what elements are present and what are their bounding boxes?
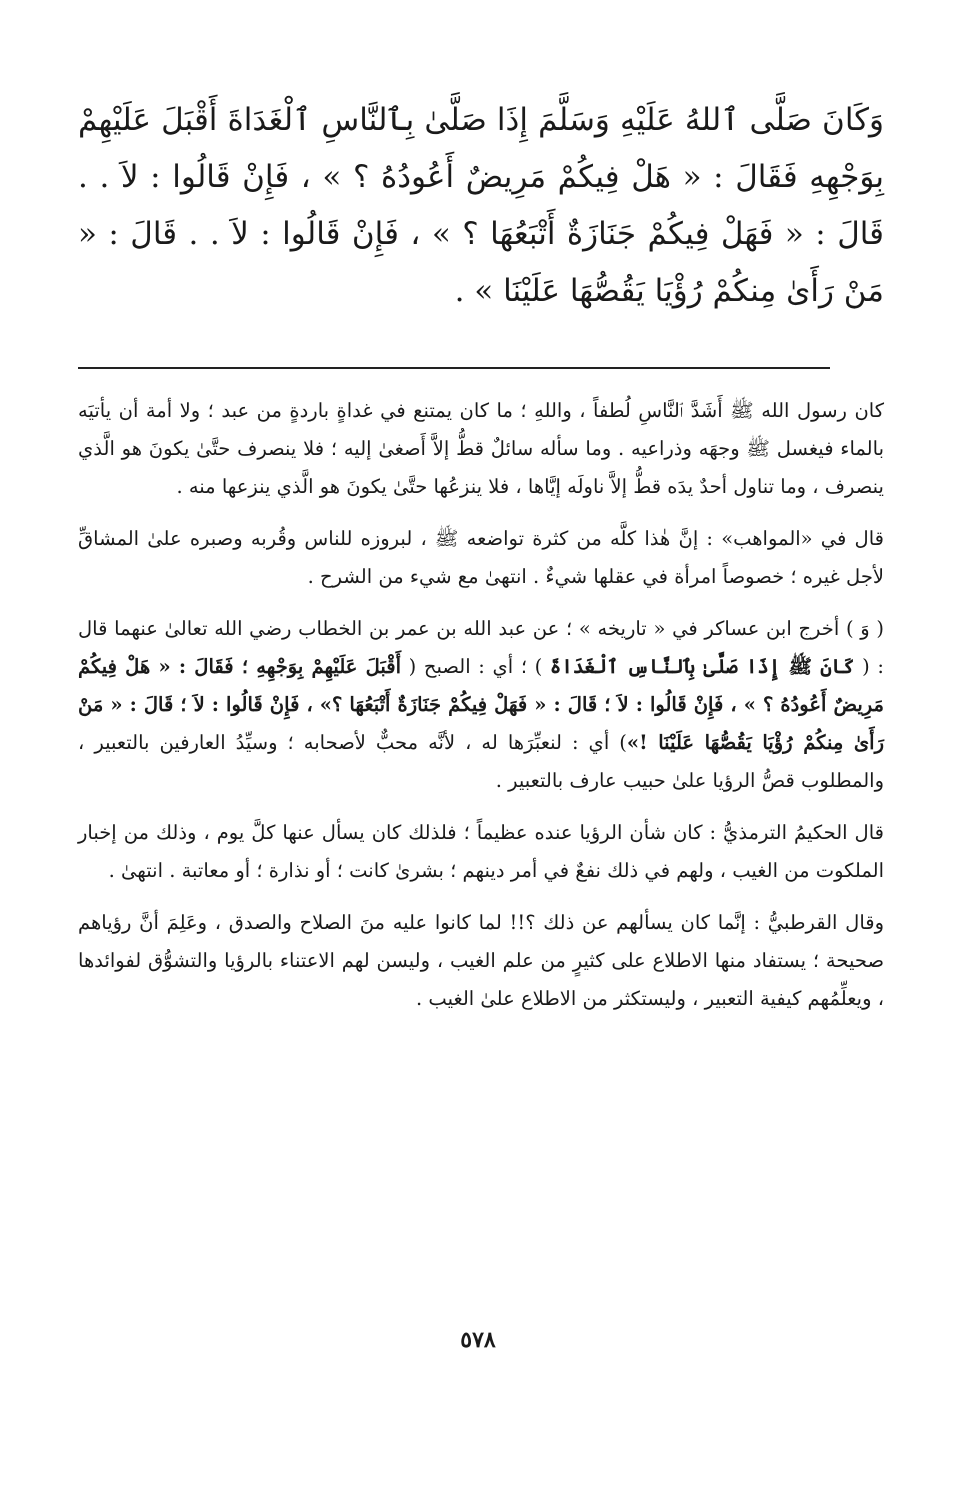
p3-hadith-quote-2: أَقْبَلَ عَلَيْهِمْ بِوَجْهِهِ ؛ فَقَالَ : « هَلْ فِيكُمْ مَرِيضٌ أَعُودُهُ ؟ » ، فَإِنْ قَالُوا : لاَ ؛ قَالَ : « فَهَلْ فِيكُمْ جَنَازَةٌ أَتْبَعُهَا ؟» ، فَإِنْ قَالُوا : لاَ ؛ قَالَ : « مَنْ رَأَىٰ مِنكُمْ رُؤْيَا يَقُصُّهَا عَلَيْنَا !»	[78, 655, 884, 754]
p3-explanation: ) أي : لنعبِّرَها له ، لأنَّه محبٌّ لأصحابه ؛ وسيِّدُ العارفين بالتعبير ، والمطلوب قصُّ الرؤيا علىٰ حبيب عارف بالتعبير .	[78, 731, 884, 792]
commentary-paragraph-2: قال في «المواهب» : إنَّ هٰذا كلَّه من كثرة تواضعه ﷺ ، لبروزه للناس وقُربه وصبره علىٰ المشاقِّ لأجل غيره ؛ خصوصاً امرأة في عقلها شيءٌ . انتهىٰ مع شيء من الشرح .	[78, 527, 884, 588]
p3-gloss: ) ؛ أي : الصبح (	[401, 655, 550, 678]
footnote-divider	[78, 367, 830, 369]
page-number: ٥٧٨	[460, 1327, 496, 1353]
commentary-paragraph-1: كان رسول الله ﷺ أَشَدَّ ٱلنَّاسِ لُطفاً ، واللهِ ؛ ما كان يمتنع في غداةٍ باردةٍ من عبد ؛ ولا أمة أن يأتيَه بالماء فيغسل ﷺ وجهَه وذراعيه . وما سأله سائلٌ قطُّ إلاَّ أَصغىٰ إليه ؛ فلا ينصرف حتَّىٰ يكونَ هو الَّذي ينصرف ، وما تناول أحدٌ يدَه قطُّ إلاَّ ناولَه إيَّاها ، فلا ينزعُها حتَّىٰ يكونَ هو الَّذي ينزعها منه .	[78, 399, 884, 498]
p3-hadith-quote-1: كَانَ ﷺ إِذَا صَلَّىٰ بِٱلنَّاسِ ٱلْغَدَاةَ	[549, 655, 855, 678]
commentary-paragraph-3	[78, 610, 884, 800]
commentary-paragraph-5: وقال القرطبيُّ : إنَّما كان يسألهم عن ذلك ؟!! لما كانوا عليه منَ الصلاح والصدق ، وعَلِمَ أنَّ رؤياهم صحيحة ؛ يستفاد منها الاطلاع على كثيرٍ من علم الغيب ، وليسن لهم الاعتناء بالرؤيا والتشوُّق لفوائدها ، ويعلِّمُهم كيفية التعبير ، وليستكثر من الاطلاع علىٰ الغيب .	[78, 911, 884, 1010]
commentary-paragraph-4: قال الحكيمُ الترمذيُّ : كان شأن الرؤيا عنده عظيماً ؛ فلذلك كان يسأل عنها كلَّ يوم ، وذلك من إخبار الملكوت من الغيب ، ولهم في ذلك نفعٌ في أمر دينهم ؛ بشرىٰ كانت ؛ أو نذارة ؛ أو معاتبة . انتهىٰ .	[78, 821, 884, 882]
p3-intro: ( وَ ) أخرج ابن عساكر في « تاريخه » ؛ عن عبد الله بن عمر بن الخطاب رضي الله تعالىٰ عنهما قال : (	[78, 617, 884, 678]
hadith-block	[78, 92, 884, 320]
commentary-section	[78, 392, 884, 1032]
hadith-text: وَكَانَ صَلَّى ٱللهُ عَلَيْهِ وَسَلَّمَ إِذَا صَلَّىٰ بِٱلنَّاسِ ٱلْغَدَاةَ أَقْبَلَ عَلَيْهِمْ بِوَجْهِهِ فَقَالَ : « هَلْ فِيكُمْ مَرِيضٌ أَعُودُهُ ؟ » ، فَإِنْ قَالُوا : لاَ . . قَالَ : « فَهَلْ فِيكُمْ جَنَازَةٌ أَتْبَعُهَا ؟ » ، فَإِنْ قَالُوا : لاَ . . قَالَ : « مَنْ رَأَىٰ مِنكُمْ رُؤْيَا يَقُصُّهَا عَلَيْنَا » .	[78, 102, 884, 309]
